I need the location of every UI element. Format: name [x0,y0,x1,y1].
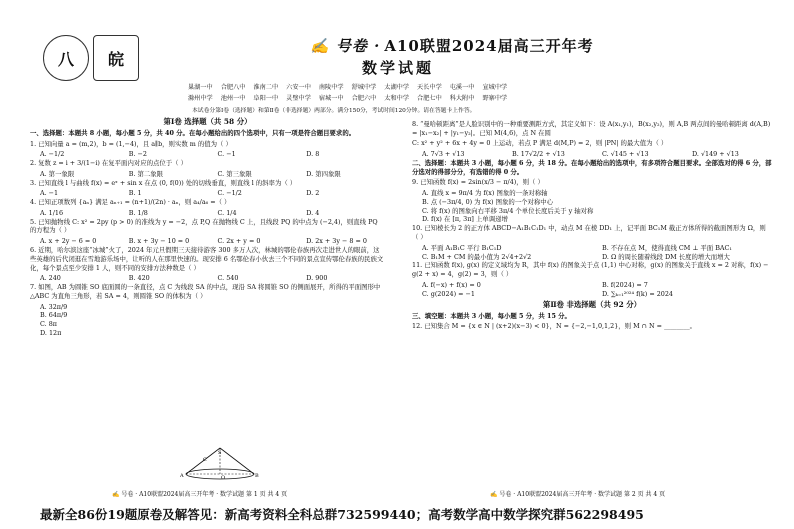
question-1: 1. 已知向量 a = (m,2)，b = (1,−4)，且 a∥b，则实数 m 的值为（ ） [30,139,232,148]
question-5: 5. 已知抛物线 C: x² = 2py (p > 0) 的准线为 y = −2，点 P,Q 在抛物线 C 上，且线段 PQ 的中点为 (−2,4)，则直线 PQ 的方程为（ ） [30,217,378,235]
option-c: C. 8π [40,320,57,329]
option-d: D. 2x + 3y − 8 = 0 [306,237,367,246]
question-6-options [30,274,385,283]
option-c: C. 第三象限 [217,169,252,178]
option-d: D. 8 [306,150,320,159]
question-10-options [412,244,772,262]
option-a: A. 32π/9 [40,302,68,311]
part-two-heading: 第Ⅱ卷 非选择题（共 92 分） [542,299,642,309]
option-b: B. f(2024) = 7 [602,280,648,289]
question-4-options [30,209,385,218]
option-d: D. √149 + √13 [692,150,739,159]
question-7-options [30,303,170,338]
question-7: 7. 如图，AB 为圆锥 SO 底面圆的一条直径，点 C 为线段 SA 的中点，现沿 SA 将圆锥 SO 的侧面展开，所得的平面图形中 △ABC 为直角三角形，若 SA = 4，则圆锥 SO 的体积为（ ） [30,283,381,300]
right-column [412,120,772,333]
option-d: D. 4 [306,208,320,217]
option-d: D. 12π [40,328,62,337]
question-4: 4. 已知正项数列 {aₙ} 满足 aₙ₊₁ = (n+1)/(2n) · aₙ，则 a₄/a₆ =（ ） [30,198,231,207]
question-8-options [412,150,772,159]
option-a: A. f(−x) + f(x) = 0 [422,280,481,289]
option-a: A. 直线 x = 9π/4 为 f(x) 图象的一条对称轴 [422,188,548,197]
option-a: A. 7√3 + √13 [422,150,465,159]
left-column [30,116,385,338]
option-c: C. −1/2 [217,189,242,198]
option-b: B. −2 [128,150,147,159]
option-d: D. 第四象限 [306,169,341,178]
option-d: D. Ω 的周长随着线段 DM 长度的增大而增大 [602,252,730,261]
option-c: C. 2x + y = 0 [217,237,261,246]
bottom-banner-text: 最新全86份19题原卷及解答见：新高考资料全科总群732599440；高考数学高中数学探究群562298495 [40,507,644,522]
question-3: 3. 已知直线 l 与曲线 f(x) = eˣ + sin x 在点 (0, f(0)) 处的切线垂直，则直线 l 的斜率为（ ） [30,178,297,187]
part-one-heading: 第Ⅰ卷 选择题（共 58 分） [163,117,252,126]
question-10: 10. 已知棱长为 2 的正方体 ABCD−A₁B₁C₁D₁ 中，动点 M 在棱 DD₁ 上，记平面 BC₁M 截正方体所得的截面图形为 Ω，则（ ） [412,224,766,242]
section-three-instructions: 三、填空题：本题共 3 小题，每小题 5 分，共 15 分。 [412,311,571,320]
question-12: 12. 已知集合 M = {x ∈ N | (x+2)(x−3) < 0}，N = {−2,−1,0,1,2}，则 M ∩ N = ________。 [412,322,697,331]
left-page-footer: ✍ 号卷 · A10联盟2024届高三开年考 · 数学试题 第 1 页 共 4 页 [112,491,288,498]
option-a: A. 240 [40,274,61,283]
label-c: C [203,457,207,463]
school-logo: 八 [43,35,89,81]
option-a: A. −1/2 [40,150,65,159]
cone-figure [180,446,260,486]
option-a: A. 1/16 [40,208,64,217]
schools-row-2: 滁州中学 池州一中 阜阳一中 灵璧中学 宿城一中 合肥六中 太和中学 合肥七中 科大附中 野寨中学 [188,95,508,102]
cone-diagram [180,446,260,482]
option-d: D. 2 [306,189,320,198]
option-c: C. g(2024) = −1 [422,289,475,298]
option-b: B. 不存在点 M，使得直线 CM ⊥ 平面 BAC₁ [602,243,732,252]
question-8-part-1: 8. “曼哈顿距离”是人脸识别中的一种重要测距方式，其定义如下：设 A(x₁,y₁)，B(x₂,y₂)，则 A,B 两点间的曼哈顿距离 d(A,B) = |x₁−x₂| + |y₁−y₂|。已知 M(4,6)，点 N 在圆 [412,120,771,137]
option-a: A. −1 [40,189,59,198]
question-2-options [30,170,385,179]
question-11: 11. 已知函数 f(x), g(x) 的定义域均为 R，其中 f(x) 的图象关于点 (1,1) 中心对称，g(x) 的图象关于直线 x = 2 对称，f(x) − g(2 + x) = 4，g(2) = 3，则（ ） [412,261,769,279]
option-b: B. x + 3y − 10 = 0 [128,237,190,246]
option-b: B. 64π/9 [40,311,68,320]
question-8-part-2: C: x² + y² + 6x + 4y = 0 上运动，若点 P 满足 d(M,P) = 2，则 |PN| 的最大值为（ ） [412,139,668,148]
question-1-options [30,150,385,159]
option-b: B. 点 (−3π/4, 0) 为 f(x) 图象的一个对称中心 [422,197,554,206]
option-c: C. √145 + √13 [602,150,649,159]
option-c: C. 1/4 [217,208,237,217]
right-page-footer: ✍ 号卷 · A10联盟2024届高三开年考 · 数学试题 第 2 页 共 4 页 [490,491,666,498]
alliance-logo: 皖 [93,35,139,81]
question-9-options [412,189,772,224]
schools-row-1: 巢湖一中 合肥八中 淮南二中 六安一中 南陵中学 舒城中学 太湖中学 天长中学 屯溪一中 宣城中学 [188,84,508,91]
option-b: B. 1 [128,189,142,198]
option-a: A. x + 2y − 6 = 0 [40,237,97,246]
section-two-instructions: 二、选择题：本题共 3 小题，每小题 6 分，共 18 分。在每小题给出的选项中，有多项符合题目要求。全部选对的得 6 分，部分选对的得部分分，有选错的得 0 分。 [412,158,772,176]
option-d: D. f(x) 在 [π, 3π] 上单调递增 [422,215,508,224]
question-6: 6. 近期，哈尔滨这座“冰城”火了，2024 年元旦假期三天接待游客 300 多万人次，林城的鄂伦春族再次走进世人的眼前，这些英雄的后代闭逛在雪地游乐场中，让听的人在那里快速的。现安排 6 名鄂伦春小伙去三个不同的景点宣传鄂伦春族的民族文化，每个景点至少安排 1 人，则不同的安排方法种数是（ ） [30,245,384,272]
question-2: 2. 复数 z = i + 3/(1−i) 在复平面内对应的点位于（ ） [30,159,187,168]
label-a: A [180,473,184,479]
option-d: D. ∑ₖ₌₁²⁰²⁴ f(k) = 2024 [602,289,673,298]
question-9: 9. 已知函数 f(x) = 2sin(x/3 − π/4)，则（ ） [412,178,544,187]
option-c: C. B₁M + CM 的最小值为 2√4+2√2 [422,252,532,261]
label-b: B [255,473,259,479]
option-b: B. 1/8 [128,208,148,217]
option-c: C. 540 [217,274,239,283]
option-b: B. 420 [128,274,150,283]
option-c: C. 将 f(x) 的图象向右平移 3π/4 个单位长度后关于 y 轴对称 [422,206,594,215]
option-d: D. 900 [306,274,328,283]
question-5-options [30,237,385,246]
question-11-options [412,281,772,299]
exam-note: 本试卷分第Ⅰ卷（选择题）和第Ⅱ卷（非选择题）两部分。满分150分，考试时间120分钟。请在答题卡上作答。 [192,108,476,114]
label-s: S [218,450,222,456]
option-b: B. 第二象限 [128,169,164,178]
exam-title: ✍ 号卷 · A10联盟2024届高三开年考 [310,37,594,55]
option-c: C. −1 [217,150,236,159]
question-3-options [30,189,385,198]
option-a: A. 平面 A₁B₁C 平行 B₁C₁D [422,243,502,252]
section-one-instructions: 一、选择题：本题共 8 小题，每小题 5 分，共 40 分。在每小题给出的四个选项中，只有一项是符合题目要求的。 [30,129,356,138]
option-b: B. 17√2/2 + √13 [512,150,565,159]
label-o: O [221,475,226,481]
option-a: A. 第一象限 [40,169,75,178]
exam-subtitle: 数学试题 [362,59,435,77]
